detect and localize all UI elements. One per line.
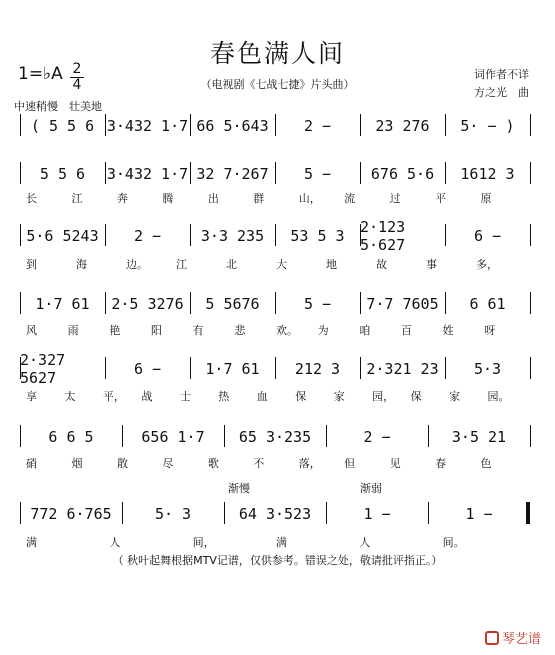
composer-credit: 方之光 曲 (474, 86, 529, 99)
lyric-syllable: 战 (141, 390, 153, 403)
lyric-syllable: 歌 (207, 457, 219, 470)
lyric-syllable: 人 (359, 536, 371, 549)
score-row (0, 218, 555, 254)
lyric-syllable: 血 (256, 390, 268, 403)
lyric-syllable: 欢。 (276, 324, 298, 337)
measure: 6 − (133, 360, 162, 378)
bar-line (530, 114, 531, 136)
measure: 2·123 5·627 (360, 218, 406, 254)
lyric-syllable: 海 (76, 258, 87, 271)
lyric-syllable: 落， (298, 457, 321, 470)
measure: 772 6·765 (30, 505, 112, 523)
lyric-syllable: 有 (192, 324, 204, 337)
measure: 3·3 235 (200, 227, 265, 245)
measure: 5· 3 (154, 505, 192, 523)
measure: 1·7 61 (205, 360, 260, 378)
score-row (0, 112, 555, 138)
lyric-syllable: 为 (317, 324, 329, 337)
lyric-syllable: 山， (298, 192, 321, 205)
footer-note: （ 秋叶起舞根据MTV记谱，仅供参考。错误之处，敬请批评指正。） (112, 554, 443, 567)
measure: 5 − (303, 165, 332, 183)
lyric-syllable: 热 (218, 390, 230, 403)
measure: 32 7·267 (196, 165, 269, 183)
key-signature: 1=♭A (18, 64, 63, 84)
measure: 5 5676 (205, 295, 260, 313)
lyrics-line (0, 455, 555, 471)
lyric-syllable: 呀 (484, 324, 496, 337)
measure: 5·6 5243 (26, 227, 99, 245)
lyric-syllable: 过 (389, 192, 401, 205)
measure: 2 − (133, 227, 162, 245)
bar-line (530, 425, 531, 447)
measure: 3·432 1·7 (106, 165, 189, 183)
lyrics-line (0, 322, 555, 338)
measure: 65 3·235 (238, 428, 312, 446)
bar-line (530, 224, 531, 246)
measure: 3·5 21 (451, 428, 507, 446)
lyric-syllable: 享 (26, 390, 37, 403)
lyric-syllable: 满 (26, 536, 37, 549)
measure: 64 3·523 (238, 505, 312, 523)
brand-logo (485, 628, 541, 647)
dynamic-marking: 渐慢 (228, 482, 250, 495)
measure: 656 1·7 (141, 428, 205, 446)
brand-name: 琴艺谱 (501, 632, 541, 647)
lyric-syllable: 故 (376, 258, 387, 271)
lyrics-line (0, 190, 555, 206)
score-row (0, 423, 555, 449)
bar-line (530, 292, 531, 314)
score-row (0, 351, 555, 387)
subtitle: （电视剧《七战七捷》片头曲） (200, 78, 355, 91)
lyric-syllable: 硝 (26, 457, 37, 470)
measure: 2 − (303, 117, 332, 135)
dynamic-marking: 渐弱 (360, 482, 382, 495)
measure: ( 5 5 6 (30, 117, 95, 135)
lyric-syllable: 原 (480, 192, 492, 205)
lyric-syllable: 江 (71, 192, 83, 205)
measure: 3·432 1·7 (106, 117, 189, 135)
measure: 676 5·6 (370, 165, 435, 183)
lyrics-line (0, 534, 555, 550)
lyric-syllable: 咱 (359, 324, 371, 337)
measure: 6 6 5 (48, 428, 94, 446)
lyric-syllable: 家 (449, 390, 461, 403)
lyric-syllable: 群 (253, 192, 265, 205)
bar-line (530, 357, 531, 379)
measure: 2·321 23 (366, 360, 439, 378)
lyric-syllable: 风 (26, 324, 37, 337)
lyric-syllable: 色 (480, 457, 492, 470)
lyric-syllable: 烟 (71, 457, 83, 470)
score-row (0, 290, 555, 316)
lyricist-credit: 词作者不详 (474, 68, 529, 81)
lyric-syllable: 平 (435, 192, 447, 205)
lyric-syllable: 人 (109, 536, 121, 549)
bar-line (530, 162, 531, 184)
lyric-syllable: 见 (389, 457, 401, 470)
measure: 1 − (363, 505, 391, 523)
lyric-syllable: 保 (410, 390, 422, 403)
lyric-syllable: 奔 (116, 192, 128, 205)
lyric-syllable: 间。 (442, 536, 465, 549)
measure: 212 3 (294, 360, 341, 378)
lyric-syllable: 悲 (234, 324, 246, 337)
lyric-syllable: 百 (401, 324, 412, 337)
measure: 2 − (363, 428, 391, 446)
lyric-syllable: 流 (344, 192, 356, 205)
final-barline (526, 502, 530, 524)
measure: 1 − (465, 505, 493, 523)
lyric-syllable: 大 (276, 258, 287, 271)
lyric-syllable: 艳 (109, 324, 121, 337)
page-title: 春色满人间 (209, 39, 345, 68)
lyrics-line (0, 388, 555, 404)
measure: 23 276 (375, 117, 430, 135)
measure: 2·327 5627 (20, 351, 66, 387)
lyric-syllable: 长 (26, 192, 37, 205)
lyric-syllable: 平， (102, 390, 125, 403)
lyric-syllable: 保 (295, 390, 307, 403)
measure: 5· − ) (460, 117, 515, 135)
lyric-syllable: 地 (326, 258, 337, 271)
lyric-syllable: 出 (207, 192, 219, 205)
lyric-syllable: 北 (226, 258, 237, 271)
lyric-syllable: 到 (26, 258, 37, 271)
lyric-syllable: 雨 (67, 324, 79, 337)
brand-icon (485, 631, 499, 645)
measure: 6 61 (469, 295, 506, 313)
lyric-syllable: 江 (176, 258, 187, 271)
lyric-syllable: 不 (253, 457, 265, 470)
lyric-syllable: 满 (276, 536, 287, 549)
lyric-syllable: 散 (116, 457, 128, 470)
measure: 1612 3 (460, 165, 515, 183)
lyrics-line (0, 256, 555, 272)
lyric-syllable: 家 (333, 390, 345, 403)
time-sig-top: 2 (72, 61, 82, 77)
measure: 5 − (303, 295, 332, 313)
lyric-syllable: 士 (179, 390, 191, 403)
lyric-syllable: 事 (426, 258, 437, 271)
measure: 6 − (473, 227, 502, 245)
lyric-syllable: 多， (476, 258, 498, 271)
measure: 7·7 7605 (366, 295, 439, 313)
tempo-marking: 中速稍慢 壮美地 (14, 100, 102, 113)
lyric-syllable: 间， (192, 536, 215, 549)
lyric-syllable: 腾 (162, 192, 174, 205)
lyric-syllable: 太 (64, 390, 76, 403)
time-signature (70, 63, 84, 92)
lyric-syllable: 春 (435, 457, 447, 470)
time-sig-bottom: 4 (72, 77, 82, 93)
score-row (0, 500, 555, 526)
score-row (0, 160, 555, 186)
measure: 5 5 6 (39, 165, 86, 183)
lyric-syllable: 但 (344, 457, 356, 470)
lyric-syllable: 园， (372, 390, 395, 403)
measure: 1·7 61 (35, 295, 90, 313)
lyric-syllable: 阳 (151, 324, 162, 337)
lyric-syllable: 园。 (487, 390, 510, 403)
lyric-syllable: 姓 (442, 324, 454, 337)
lyric-syllable: 尽 (162, 457, 174, 470)
measure: 66 5·643 (196, 117, 269, 135)
measure: 2·5 3276 (111, 295, 184, 313)
measure: 53 5 3 (290, 227, 345, 245)
measure: 5·3 (473, 360, 502, 378)
lyric-syllable: 边。 (126, 258, 148, 271)
